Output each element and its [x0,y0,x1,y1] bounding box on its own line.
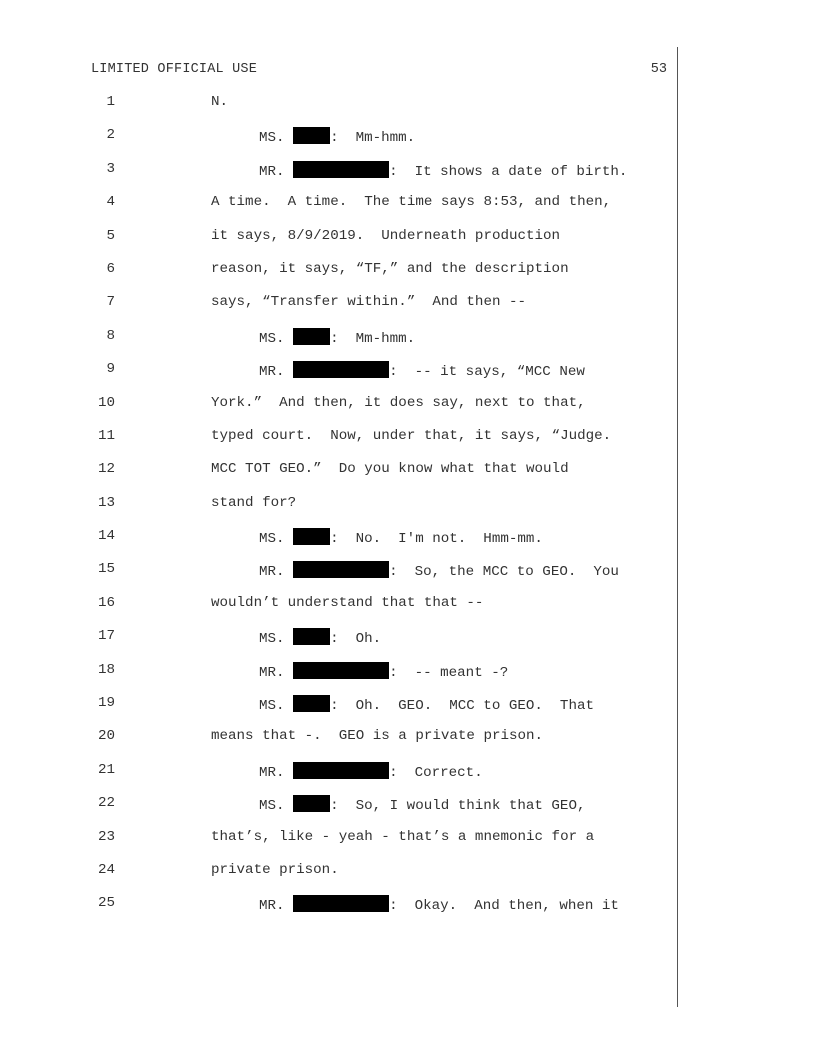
speaker-line [259,127,415,146]
line-text: York.” And then, it does say, next to that, [211,394,586,411]
speaker-remark: : Oh. [330,631,382,648]
line-number: 9 [106,361,115,378]
line-text: it says, 8/9/2019. Underneath production [211,227,561,244]
redaction-block [293,762,389,779]
transcript-line [0,87,677,120]
transcript-line [0,421,677,454]
line-number: 15 [97,561,115,578]
speaker-remark: : No. I'm not. Hmm-mm. [330,531,543,548]
speaker-remark: : It shows a date of birth. [389,163,628,180]
line-number: 14 [97,528,115,545]
line-number: 2 [106,127,115,144]
line-number: 20 [97,728,115,745]
redaction-block [293,628,330,645]
transcript-line [0,554,677,587]
speaker-title: MR. [259,764,285,781]
line-number: 16 [97,594,115,611]
speaker-remark: : So, I would think that GEO, [330,798,586,815]
line-number: 10 [97,394,115,411]
line-number: 1 [106,94,115,110]
transcript-line [0,721,677,754]
speaker-title: MS. [259,798,285,815]
line-text: reason, it says, “TF,” and the description [211,260,569,277]
speaker-title: MR. [259,564,285,581]
transcript-line [0,321,677,354]
speaker-title: MS. [259,330,285,347]
redaction-block [293,528,330,545]
speaker-title: MR. [259,898,285,915]
speaker-remark: : Oh. GEO. MCC to GEO. That [330,698,594,715]
speaker-title: MR. [259,664,285,681]
line-number: 8 [106,327,115,344]
transcript-line [0,855,677,888]
redaction-block [293,328,330,345]
transcript-line [0,621,677,654]
line-text: that’s, like - yeah - that’s a mnemonic for a [211,828,595,845]
line-number: 21 [97,761,115,778]
line-text: stand for? [211,494,297,511]
line-number: 5 [106,227,115,244]
speaker-line [259,361,585,380]
speaker-line [259,528,543,547]
speaker-line [259,795,585,814]
transcript-line [0,154,677,187]
transcript-line [0,755,677,788]
speaker-line [259,762,483,781]
line-text: private prison. [211,861,339,878]
header-classification: LIMITED OFFICIAL USE [91,62,258,77]
transcript-line [0,454,677,487]
speaker-line [259,561,619,580]
transcript-line [0,688,677,721]
transcript-line [0,788,677,821]
speaker-line [259,695,594,714]
speaker-line [259,628,381,647]
line-number: 25 [97,895,115,912]
transcript-line [0,822,677,855]
speaker-remark: : -- it says, “MCC New [389,364,585,381]
transcript-line [0,187,677,220]
speaker-remark: : Okay. And then, when it [389,898,619,915]
page-number: 53 [650,62,667,77]
line-number: 7 [106,294,115,311]
transcript-line [0,354,677,387]
redaction-block [293,695,330,712]
speaker-title: MS. [259,631,285,648]
redaction-block [293,161,389,178]
line-number: 4 [106,194,115,211]
redaction-block [293,361,389,378]
transcript-line [0,254,677,287]
line-number: 22 [97,795,115,812]
transcript-body [0,87,677,922]
line-number: 6 [106,260,115,277]
transcript-line [0,120,677,153]
speaker-remark: : Mm-hmm. [330,330,416,347]
line-number: 3 [106,160,115,177]
line-text: means that -. GEO is a private prison. [211,728,544,745]
speaker-line [259,895,619,914]
redaction-block [293,895,389,912]
line-text: N. [211,94,229,110]
transcript-line [0,488,677,521]
transcript-line [0,888,677,921]
line-number: 13 [97,494,115,511]
speaker-title: MS. [259,531,285,548]
line-text: says, “Transfer within.” And then -- [211,294,527,311]
speaker-remark: : So, the MCC to GEO. You [389,564,619,581]
line-text: wouldn’t understand that that -- [211,594,484,611]
transcript-line [0,521,677,554]
line-number: 18 [97,661,115,678]
speaker-title: MS. [259,130,285,147]
line-text: typed court. Now, under that, it says, “Judge. [211,427,612,444]
right-margin-rule [677,47,678,1007]
line-number: 23 [97,828,115,845]
speaker-remark: : Correct. [389,764,483,781]
line-number: 11 [97,427,115,444]
speaker-line [259,328,415,347]
line-number: 12 [97,461,115,478]
speaker-title: MR. [259,364,285,381]
speaker-line [259,662,508,681]
speaker-line [259,161,627,180]
transcript-line [0,388,677,421]
line-number: 17 [97,628,115,645]
line-text: A time. A time. The time says 8:53, and then, [211,194,612,211]
transcript-line [0,588,677,621]
redaction-block [293,795,330,812]
speaker-remark: : -- meant -? [389,664,509,681]
speaker-remark: : Mm-hmm. [330,130,416,147]
transcript-line [0,655,677,688]
transcript-line [0,221,677,254]
line-text: MCC TOT GEO.” Do you know what that would [211,461,569,478]
transcript-line [0,287,677,320]
redaction-block [293,561,389,578]
speaker-title: MR. [259,163,285,180]
redaction-block [293,662,389,679]
line-number: 24 [97,861,115,878]
line-number: 19 [97,695,115,712]
speaker-title: MS. [259,698,285,715]
redaction-block [293,127,330,144]
